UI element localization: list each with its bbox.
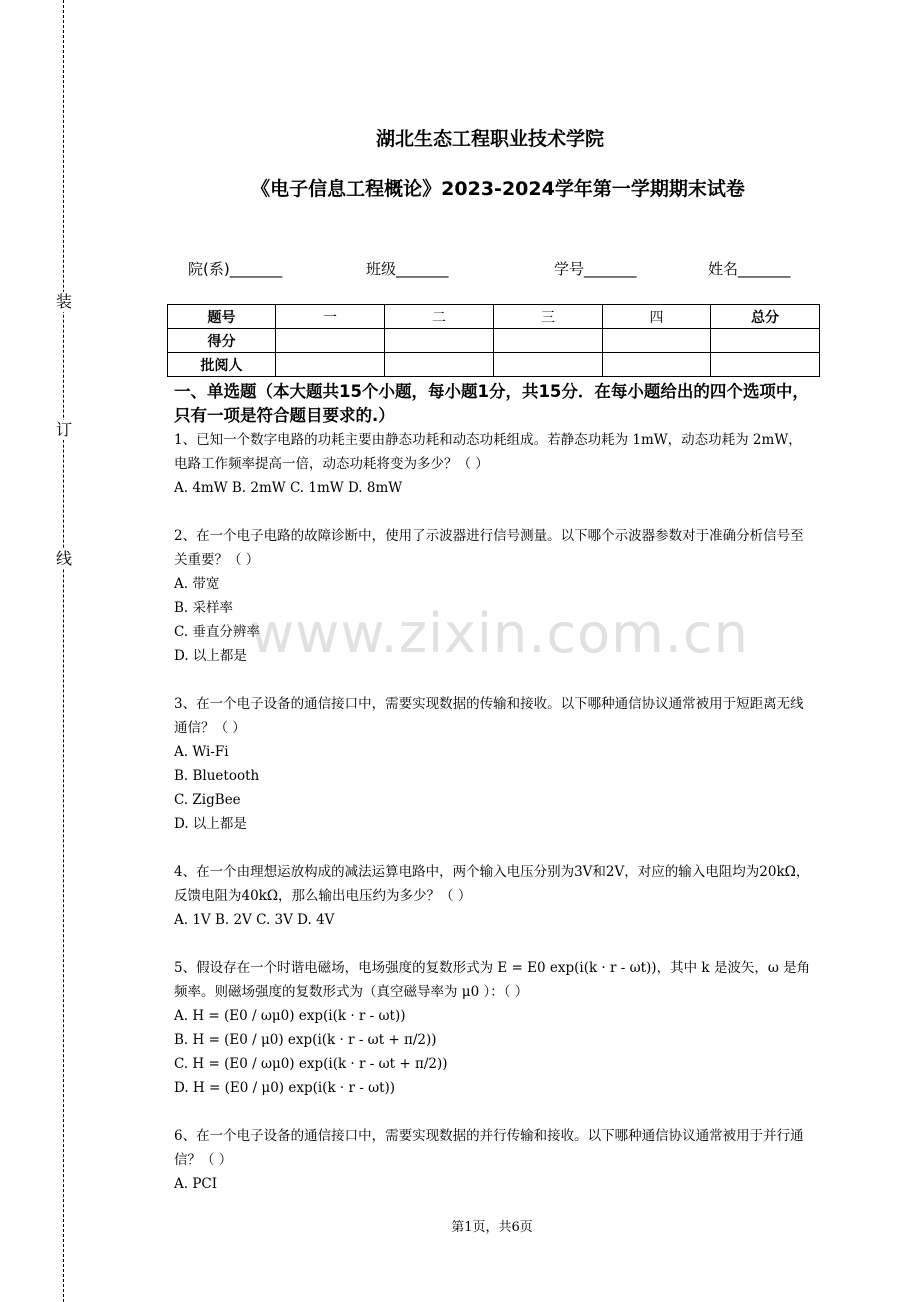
column-header: 总分 <box>711 305 820 329</box>
question-stem: 1、已知一个数字电路的功耗主要由静态功耗和动态功耗组成。若静态功耗为 1mW，动态功耗为 2mW，电路工作频率提高一倍，动态功耗将变为多少？（ ） <box>174 432 802 472</box>
column-header: 二 <box>385 305 494 329</box>
option-a: A. PCI <box>174 1176 218 1192</box>
question-options: A. 1V B. 2V C. 3V D. 4V <box>174 912 335 928</box>
option-a: A. 带宽 <box>174 576 220 592</box>
reviewer-cell <box>711 353 820 377</box>
question-stem: 6、在一个电子设备的通信接口中，需要实现数据的并行传输和接收。以下哪种通信协议通常被用于并行通信？（ ） <box>174 1128 804 1168</box>
reviewer-cell <box>603 353 711 377</box>
page-footer: 第1页，共6页 <box>451 1220 533 1235</box>
option-a: A. H = (E0 / ωμ0) exp(i(k · r - ωt)) <box>174 1008 406 1024</box>
watermark: www.zixin.com.cn <box>250 602 749 665</box>
school-name: 湖北生态工程职业技术学院 <box>375 128 604 150</box>
score-cell <box>385 329 494 353</box>
student-id-field: 学号_______ <box>554 260 637 278</box>
option-b: B. Bluetooth <box>174 768 260 784</box>
question-stem: 4、在一个由理想运放构成的减法运算电路中，两个输入电压分别为3V和2V，对应的输入电阻均为20kΩ，反馈电阻为40kΩ，那么输出电压约为多少？（ ） <box>174 864 810 904</box>
score-row <box>168 329 820 353</box>
binding-char-zhuang: 装 <box>55 292 72 311</box>
score-table <box>167 304 820 377</box>
option-c: C. ZigBee <box>174 792 241 808</box>
reviewer-cell <box>385 353 494 377</box>
score-cell <box>276 329 385 353</box>
score-cell <box>711 329 820 353</box>
question-stem: 5、假设存在一个时谐电磁场，电场强度的复数形式为 E = E0 exp(i(k · r - ωt))，其中 k 是波矢，ω 是角频率。则磁场强度的复数形式为（真空磁导率为 μ0 ）：（ ） <box>174 960 811 1000</box>
option-b: B. 采样率 <box>174 600 234 616</box>
reviewer-cell <box>276 353 385 377</box>
column-header: 三 <box>494 305 603 329</box>
row-label: 批阅人 <box>168 353 276 377</box>
question-stem: 2、在一个电子电路的故障诊断中，使用了示波器进行信号测量。以下哪个示波器参数对于准确分析信号至关重要？（ ） <box>174 528 804 568</box>
question-stem: 3、在一个电子设备的通信接口中，需要实现数据的传输和接收。以下哪种通信协议通常被用于短距离无线通信？（ ） <box>174 696 804 736</box>
exam-title: 《电子信息工程概论》2023-2024学年第一学期期末试卷 <box>251 178 745 200</box>
option-b: B. H = (E0 / μ0) exp(i(k · r - ωt + π/2)) <box>174 1032 437 1048</box>
score-cell <box>603 329 711 353</box>
question-options: A. 4mW B. 2mW C. 1mW D. 8mW <box>174 480 403 496</box>
reviewer-cell <box>494 353 603 377</box>
question-5 <box>174 956 814 1100</box>
score-table-header <box>168 305 820 329</box>
exam-content <box>174 380 814 1196</box>
column-header: 一 <box>276 305 385 329</box>
score-cell <box>494 329 603 353</box>
option-c: C. 垂直分辨率 <box>174 624 260 640</box>
column-header: 题号 <box>168 305 276 329</box>
class-field: 班级_______ <box>366 260 449 278</box>
question-6 <box>174 1124 814 1196</box>
option-c: C. H = (E0 / ωμ0) exp(i(k · r - ωt + π/2)) <box>174 1056 448 1072</box>
name-field: 姓名_______ <box>708 260 791 278</box>
department-field: 院(系)_______ <box>188 260 283 278</box>
option-a: A. Wi-Fi <box>174 744 229 760</box>
question-1 <box>174 428 814 500</box>
row-label: 得分 <box>168 329 276 353</box>
option-d: D. 以上都是 <box>174 648 247 664</box>
binding-char-ding: 订 <box>55 420 72 439</box>
question-2 <box>174 524 814 668</box>
question-3 <box>174 692 814 836</box>
question-4 <box>174 860 814 932</box>
option-d: D. H = (E0 / μ0) exp(i(k · r - ωt)) <box>174 1080 396 1096</box>
binding-char-xian: 线 <box>55 549 72 568</box>
section-heading: 一、单选题（本大题共15个小题，每小题1分，共15分．在每小题给出的四个选项中，只有一项是符合题目要求的.） <box>174 382 809 425</box>
column-header: 四 <box>603 305 711 329</box>
option-d: D. 以上都是 <box>174 816 247 832</box>
reviewer-row <box>168 353 820 377</box>
